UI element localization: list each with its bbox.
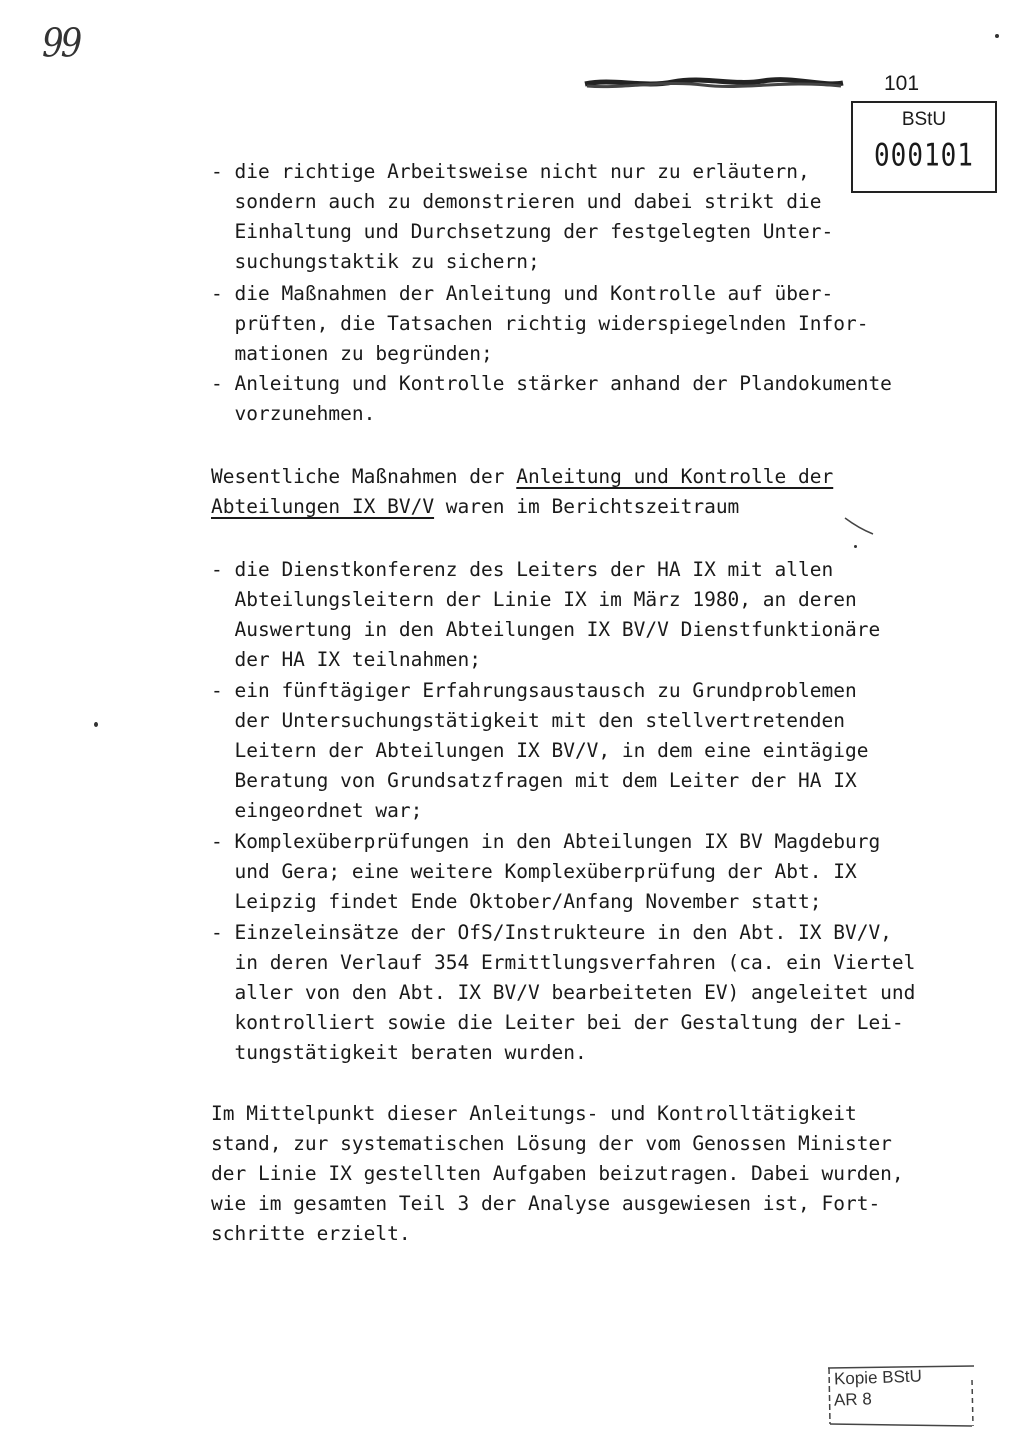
- list-item-line: - Komplexüberprüfungen in den Abteilungen IX BV Magdeburg: [211, 830, 881, 853]
- intro-underlined-text: Anleitung und Kontrolle der: [516, 465, 834, 488]
- list-item-line: suchungstaktik zu sichern;: [211, 250, 540, 273]
- list-item-line: der Untersuchungstätigkeit mit den stellvertretenden: [211, 709, 845, 732]
- list-item-line: - ein fünftägiger Erfahrungsaustausch zu Grundproblemen: [211, 679, 857, 702]
- scan-speck: [995, 34, 999, 38]
- archive-stamp: [851, 101, 997, 193]
- list-item-line: in deren Verlauf 354 Ermittlungsverfahren (ca. ein Viertel: [211, 951, 916, 974]
- list-item-line: Abteilungsleitern der Linie IX im März 1980, an deren: [211, 588, 857, 611]
- list-item-line: sondern auch zu demonstrieren und dabei strikt die: [211, 190, 822, 213]
- list-item-line: tungstätigkeit beraten wurden.: [211, 1041, 587, 1064]
- intro-text: waren im Berichtszeitraum: [434, 495, 740, 518]
- paragraph-line: stand, zur systematischen Lösung der vom Genossen Minister: [211, 1132, 892, 1155]
- page-number: 101: [884, 72, 920, 95]
- list-item-line: aller von den Abt. IX BV/V bearbeiteten EV) angeleitet und: [211, 981, 916, 1004]
- list-item-line: und Gera; eine weitere Komplexüberprüfung der Abt. IX: [211, 860, 857, 883]
- copy-stamp-line-2: AR 8: [833, 1389, 873, 1410]
- list-item-line: Beratung von Grundsatzfragen mit dem Leiter der HA IX: [211, 769, 857, 792]
- redacted-reference-mark: [583, 74, 845, 92]
- list-item-line: Einhaltung und Durchsetzung der festgelegten Unter-: [211, 220, 834, 243]
- copy-stamp-line-1: Kopie BStU: [833, 1366, 923, 1389]
- list-item-line: mationen zu begründen;: [211, 342, 493, 365]
- paragraph-line: wie im gesamten Teil 3 der Analyse ausgewiesen ist, Fort-: [211, 1192, 881, 1215]
- list-item-line: Leipzig findet Ende Oktober/Anfang November statt;: [211, 890, 822, 913]
- list-item-line: - die Dienstkonferenz des Leiters der HA IX mit allen: [211, 558, 834, 581]
- list-item-line: vorzunehmen.: [211, 402, 376, 425]
- list-item-line: - Anleitung und Kontrolle stärker anhand der Plandokumente: [211, 372, 892, 395]
- paragraph-line: schritte erzielt.: [211, 1222, 411, 1245]
- scan-speck: [94, 722, 98, 727]
- list-item-line: kontrolliert sowie die Leiter bei der Gestaltung der Lei-: [211, 1011, 904, 1034]
- intro-underlined-text: Abteilungen IX BV/V: [211, 495, 435, 518]
- paragraph-line: Im Mittelpunkt dieser Anleitungs- und Kontrolltätigkeit: [211, 1102, 857, 1125]
- copy-stamp: [826, 1362, 976, 1428]
- list-item-line: - Einzeleinsätze der OfS/Instrukteure in den Abt. IX BV/V,: [211, 921, 892, 944]
- list-item-line: der HA IX teilnahmen;: [211, 648, 482, 671]
- intro-line-2: [211, 492, 739, 522]
- archive-stamp-number: 000101: [874, 138, 974, 174]
- handwritten-page-number: 99: [42, 21, 80, 67]
- scan-mark: [843, 514, 877, 536]
- paragraph-line: der Linie IX gestellten Aufgaben beizutragen. Dabei wurden,: [211, 1162, 904, 1185]
- list-item-line: eingeordnet war;: [211, 799, 423, 822]
- list-item-line: - die Maßnahmen der Anleitung und Kontrolle auf über-: [211, 282, 834, 305]
- list-item-line: Auswertung in den Abteilungen IX BV/V Dienstfunktionäre: [211, 618, 881, 641]
- list-item-line: prüften, die Tatsachen richtig widerspiegelnden Infor-: [211, 312, 869, 335]
- list-item-line: - die richtige Arbeitsweise nicht nur zu erläutern,: [211, 160, 810, 183]
- intro-line-1: [211, 462, 833, 492]
- list-item-line: Leitern der Abteilungen IX BV/V, in dem eine eintägige: [211, 739, 869, 762]
- scan-speck: [854, 545, 857, 548]
- intro-text: Wesentliche Maßnahmen der: [211, 465, 517, 488]
- archive-stamp-label: BStU: [901, 109, 947, 130]
